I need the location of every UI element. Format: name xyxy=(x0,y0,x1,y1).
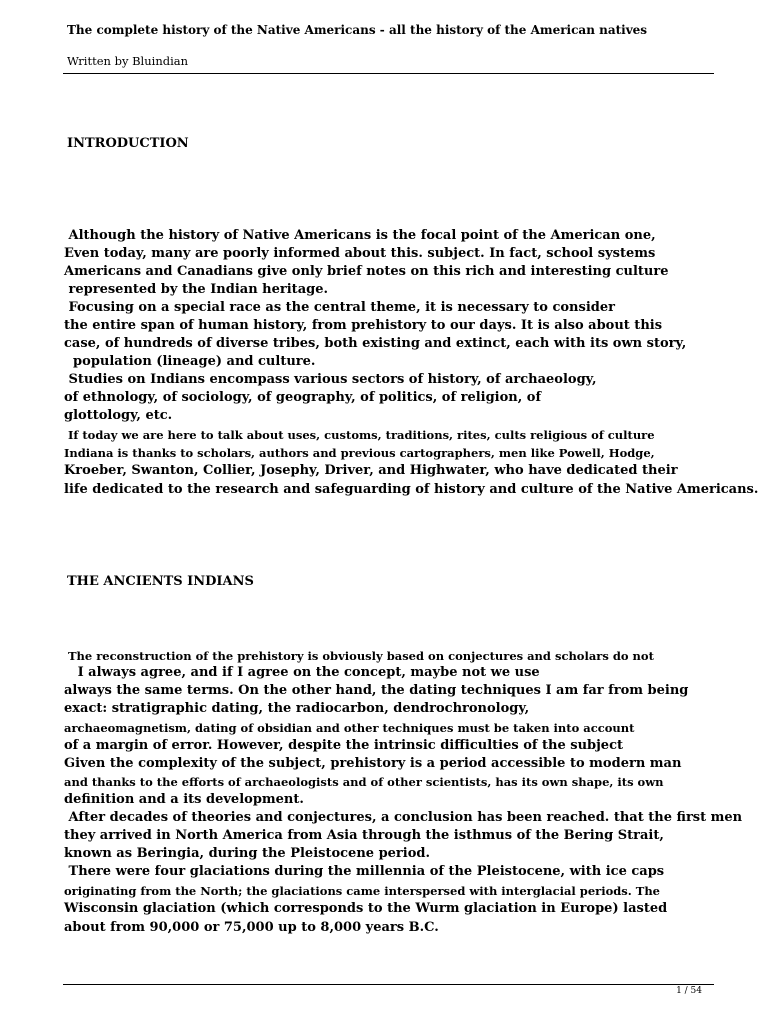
paragraph-line: Wisconsin glaciation (which corresponds to the Wurm glaciation in Europe) lasted xyxy=(64,901,668,916)
paragraph-line: definition and a its development. xyxy=(64,792,304,807)
paragraph-line: Indiana is thanks to scholars, authors and previous cartographers, men like Powell, Hodge, xyxy=(64,446,655,460)
paragraph-line: Focusing on a special race as the central theme, it is necessary to consider xyxy=(64,300,615,315)
paragraph-line: population (lineage) and culture. xyxy=(64,354,316,369)
footer-divider xyxy=(63,984,714,985)
paragraph-line: Studies on Indians encompass various sectors of history, of archaeology, xyxy=(64,372,597,387)
paragraph-line: exact: stratigraphic dating, the radiocarbon, dendrochronology, xyxy=(64,701,530,716)
paragraph-line: and thanks to the efforts of archaeologists and of other scientists, has its own shape, its own xyxy=(64,775,664,789)
section-heading-ancients: THE ANCIENTS INDIANS xyxy=(67,574,254,589)
header-divider xyxy=(63,73,714,74)
document-author: Written by Bluindian xyxy=(67,54,189,68)
paragraph-line: the entire span of human history, from prehistory to our days. It is also about this xyxy=(64,318,663,333)
section-heading-introduction: INTRODUCTION xyxy=(67,136,189,151)
paragraph-line: I always agree, and if I agree on the concept, maybe not we use xyxy=(64,665,540,680)
paragraph-line: Even today, many are poorly informed about this. subject. In fact, school systems xyxy=(64,246,656,261)
paragraph-line: originating from the North; the glaciations came interspersed with interglacial periods. The xyxy=(64,884,660,898)
paragraph-line: case, of hundreds of diverse tribes, both existing and extinct, each with its own story, xyxy=(64,336,687,351)
paragraph-line: Kroeber, Swanton, Collier, Josephy, Driver, and Highwater, who have dedicated their xyxy=(64,463,678,478)
paragraph-line: always the same terms. On the other hand, the dating techniques I am far from being xyxy=(64,683,689,698)
page-number: 1 / 54 xyxy=(676,986,702,996)
paragraph-line: archaeomagnetism, dating of obsidian and other techniques must be taken into account xyxy=(64,721,635,735)
paragraph-line: The reconstruction of the prehistory is obviously based on conjectures and scholars do not xyxy=(64,649,654,663)
paragraph-line: life dedicated to the research and safeguarding of history and culture of the Native Americans. xyxy=(64,482,759,497)
paragraph-line: represented by the Indian heritage. xyxy=(64,282,328,297)
paragraph-line: glottology, etc. xyxy=(64,408,173,423)
paragraph-line: of a margin of error. However, despite the intrinsic difficulties of the subject xyxy=(64,738,623,753)
paragraph-line: After decades of theories and conjectures, a conclusion has been reached. that the first men xyxy=(64,810,743,825)
paragraph-line: of ethnology, of sociology, of geography, of politics, of religion, of xyxy=(64,390,542,405)
paragraph-line: If today we are here to talk about uses, customs, traditions, rites, cults religious of culture xyxy=(64,428,655,442)
paragraph-line: Although the history of Native Americans is the focal point of the American one, xyxy=(64,228,656,243)
paragraph-line: they arrived in North America from Asia through the isthmus of the Bering Strait, xyxy=(64,828,664,843)
document-title: The complete history of the Native Americans - all the history of the American natives xyxy=(67,23,648,37)
paragraph-line: about from 90,000 or 75,000 up to 8,000 years B.C. xyxy=(64,920,439,935)
paragraph-line: Given the complexity of the subject, prehistory is a period accessible to modern man xyxy=(64,756,682,771)
paragraph-line: Americans and Canadians give only brief notes on this rich and interesting culture xyxy=(64,264,669,279)
paragraph-line: known as Beringia, during the Pleistocene period. xyxy=(64,846,431,861)
paragraph-line: There were four glaciations during the millennia of the Pleistocene, with ice caps xyxy=(64,864,665,879)
